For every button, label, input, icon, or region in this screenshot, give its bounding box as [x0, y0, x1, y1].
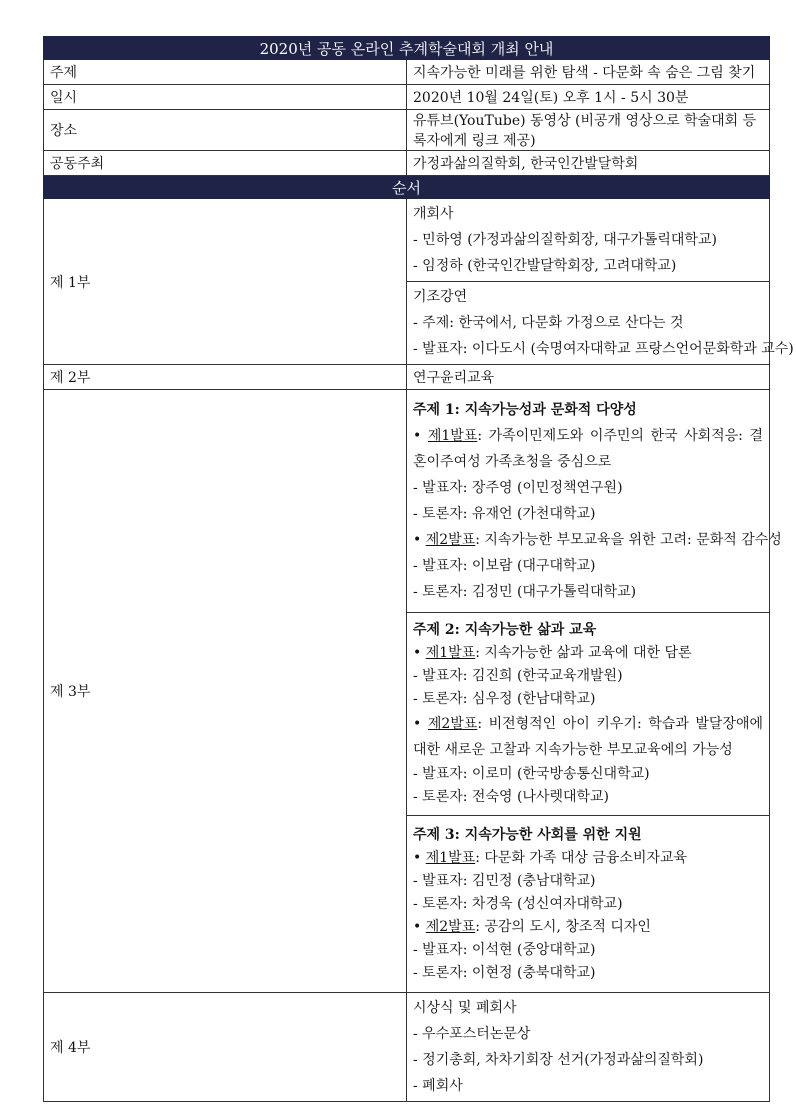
- info-label: 일시: [44, 85, 407, 110]
- discussant-line: - 토론자: 김정민 (대구가톨릭대학교): [413, 584, 637, 600]
- page-title: 2020년 공동 온라인 추계학술대회 개최 안내: [44, 37, 770, 60]
- presenter-line: - 발표자: 김진희 (한국교육개발원): [413, 668, 623, 684]
- presentation-text: : 다문화 가족 대상 금융소비자교육: [475, 849, 688, 866]
- discussant-line: - 토론자: 전숙영 (나사렛대학교): [413, 789, 610, 805]
- presentation-label: 제2발표: [425, 918, 476, 935]
- topic-title: 주제 1: 지속가능성과 문화적 다양성: [413, 402, 637, 418]
- conference-schedule-table: [43, 36, 794, 1102]
- presentation-line: • 제2발표: 공감의 도시, 창조적 디자인: [413, 918, 651, 935]
- presentation-text: : 비전형적인 아이 키우기: 학습과 발달장애에 대한 새로운 고찰과 지속가능한 부모교육에의 가능성: [413, 716, 763, 758]
- part2-row: [44, 365, 770, 390]
- section-title: 시상식 및 폐회사: [413, 1000, 517, 1016]
- keynote-section: [407, 282, 794, 365]
- opening-section: [407, 199, 770, 282]
- list-item: - 임정하 (한국인간발달학회장, 고려대학교): [413, 258, 677, 274]
- part-label: 제 2부: [44, 365, 407, 390]
- presentation-label: 제1발표: [427, 428, 478, 444]
- order-header: 순서: [44, 176, 770, 199]
- order-header-row: [44, 176, 770, 199]
- presenter-line: - 발표자: 이보람 (대구대학교): [413, 558, 596, 574]
- info-row-topic: [44, 60, 770, 85]
- presentation-label: 제2발표: [427, 716, 478, 732]
- topic-title: 주제 2: 지속가능한 삶과 교육: [413, 622, 597, 638]
- list-item: - 주제: 한국에서, 다문화 가정으로 산다는 것: [413, 315, 684, 331]
- presentation-line: • 제1발표: 다문화 가족 대상 금융소비자교육: [413, 849, 688, 866]
- info-value: 지속가능한 미래를 위한 탐색 - 다문화 속 숨은 그림 찾기: [407, 60, 770, 85]
- presentation-text: : 가족이민제도와 이주민의 한국 사회적응: 결혼이주여성 가족초청을 중심으로: [413, 428, 763, 470]
- info-value: 유튜브(YouTube) 동영상 (비공개 영상으로 학술대회 등록자에게 링크 제공): [407, 110, 770, 151]
- presentation-text: : 지속가능한 부모교육을 위한 고려: 문화적 감수성: [475, 532, 782, 548]
- topic-section: [407, 816, 770, 993]
- presentation-line: • 제1발표: 가족이민제도와 이주민의 한국 사회적응: 결혼이주여성 가족초청을 중심으로: [413, 428, 763, 470]
- topic-section: [407, 613, 770, 816]
- info-label: 공동주최: [44, 151, 407, 176]
- info-row-venue: [44, 110, 770, 151]
- info-row-hosts: [44, 151, 770, 176]
- list-item: - 우수포스터논문상: [413, 1026, 531, 1042]
- presentation-label: 제1발표: [425, 645, 476, 661]
- section-title: 기조강연: [413, 289, 468, 305]
- presentation-text: : 공감의 도시, 창조적 디자인: [475, 918, 651, 935]
- discussant-line: - 토론자: 심우정 (한남대학교): [413, 691, 596, 707]
- list-item: - 폐회사: [413, 1078, 463, 1094]
- section-title: 개회사: [413, 206, 454, 222]
- part3-topic1-row: [44, 390, 770, 613]
- info-value: 가정과삶의질학회, 한국인간발달학회: [407, 151, 770, 176]
- presenter-line: - 발표자: 이석현 (중앙대학교): [413, 941, 596, 958]
- presenter-line: - 발표자: 김민정 (충남대학교): [413, 872, 596, 889]
- list-item: - 발표자: 이다도시 (숙명여자대학교 프랑스언어문화학과 교수): [413, 341, 794, 357]
- title-row: [44, 37, 770, 60]
- presentation-label: 제1발표: [425, 849, 476, 866]
- presentation-line: • 제2발표: 비전형적인 아이 키우기: 학습과 발달장애에 대한 새로운 고찰과 지속가능한 부모교육에의 가능성: [413, 716, 763, 758]
- topic-title: 주제 3: 지속가능한 사회를 위한 지원: [413, 826, 642, 843]
- info-row-date: [44, 85, 770, 110]
- list-item: - 정기총회, 차차기회장 선거(가정과삶의질학회): [413, 1052, 704, 1068]
- part4-row: [44, 993, 770, 1102]
- closing-section: [407, 993, 770, 1102]
- part-label: 제 3부: [44, 390, 407, 993]
- part-label: 제 1부: [44, 199, 407, 365]
- presentation-line: • 제1발표: 지속가능한 삶과 교육에 대한 담론: [413, 645, 692, 661]
- presenter-line: - 발표자: 장주영 (이민정책연구원): [413, 480, 623, 496]
- part2-content: 연구윤리교육: [407, 365, 770, 390]
- info-value: 2020년 10월 24일(토) 오후 1시 - 5시 30분: [407, 85, 770, 110]
- presentation-label: 제2발표: [425, 532, 476, 548]
- info-label: 장소: [44, 110, 407, 151]
- part1-opening-row: [44, 199, 770, 282]
- presentation-line: • 제2발표: 지속가능한 부모교육을 위한 고려: 문화적 감수성: [413, 532, 782, 548]
- discussant-line: - 토론자: 유재언 (가천대학교): [413, 506, 596, 522]
- discussant-line: - 토론자: 차경욱 (성신여자대학교): [413, 895, 623, 912]
- list-item: - 민하영 (가정과삶의질학회장, 대구가톨릭대학교): [413, 232, 717, 248]
- presenter-line: - 발표자: 이로미 (한국방송통신대학교): [413, 766, 650, 782]
- info-label: 주제: [44, 60, 407, 85]
- discussant-line: - 토론자: 이현정 (충북대학교): [413, 964, 596, 981]
- part-label: 제 4부: [44, 993, 407, 1102]
- topic-section: [407, 390, 782, 613]
- presentation-text: : 지속가능한 삶과 교육에 대한 담론: [475, 645, 692, 661]
